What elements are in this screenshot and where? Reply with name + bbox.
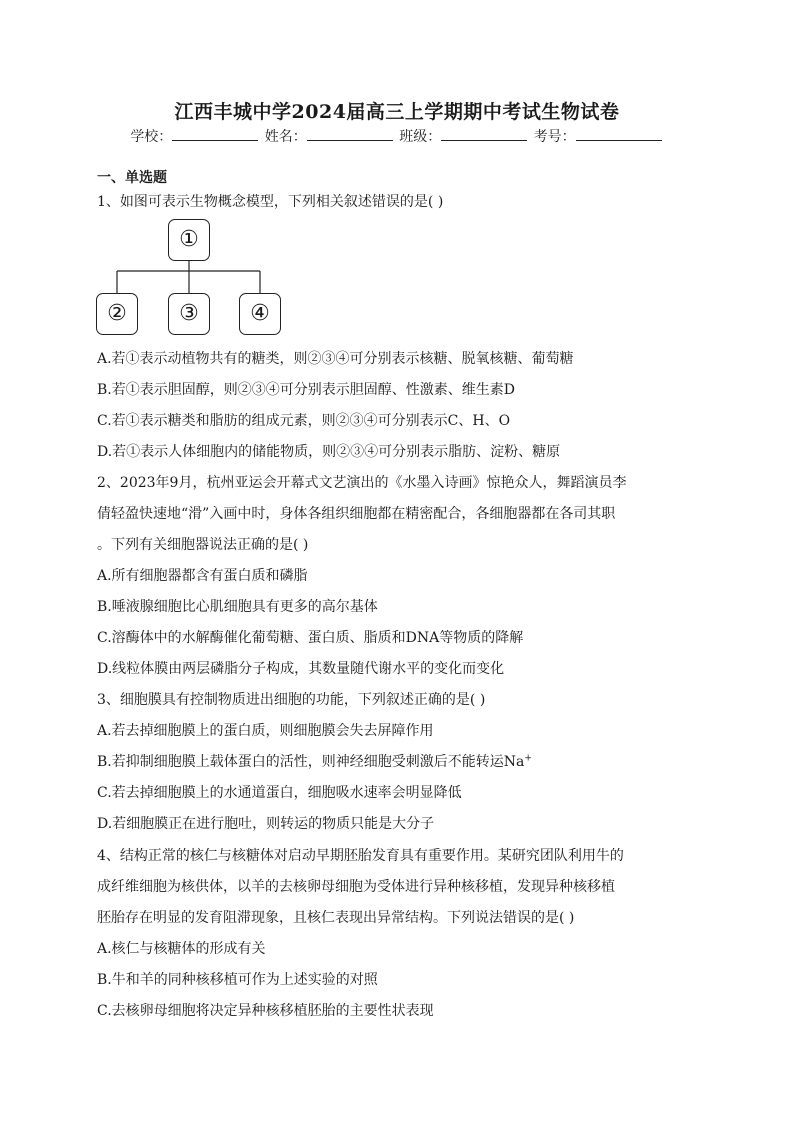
- school-blank[interactable]: [172, 126, 258, 141]
- q3-option-c[interactable]: C.若去掉细胞膜上的水通道蛋白，细胞吸水速率会明显降低: [97, 785, 462, 801]
- q3-stem: 3、细胞膜具有控制物质进出细胞的功能，下列叙述正确的是( ): [97, 692, 486, 708]
- q1-option-c[interactable]: C.若①表示糖类和脂肪的组成元素，则②③④可分别表示C、H、O: [97, 413, 511, 429]
- q1-option-a[interactable]: A.若①表示动植物共有的糖类，则②③④可分别表示核糖、脱氧核糖、葡萄糖: [97, 351, 574, 367]
- q4-stem-line-1: 4、结构正常的核仁与核糖体对启动早期胚胎发育具有重要作用。某研究团队利用牛的: [97, 848, 624, 864]
- q2-option-c[interactable]: C.溶酶体中的水解酶催化葡萄糖、蛋白质、脂质和DNA等物质的降解: [97, 630, 524, 646]
- name-label: 姓名：: [264, 129, 307, 145]
- q4-option-b[interactable]: B.牛和羊的同种核移植可作为上述实验的对照: [97, 972, 378, 988]
- class-label: 班级：: [399, 129, 442, 145]
- concept-diagram: [92, 215, 292, 340]
- q2-option-a[interactable]: A.所有细胞器都含有蛋白质和磷脂: [97, 568, 308, 584]
- exam-number-blank[interactable]: [576, 126, 662, 141]
- q3-option-b[interactable]: [97, 751, 532, 771]
- q2-stem-line-3: 。下列有关细胞器说法正确的是( ): [97, 537, 309, 553]
- name-blank[interactable]: [307, 126, 393, 141]
- q2-stem-line-1: 2、2023年9月，杭州亚运会开幕式文艺演出的《水墨入诗画》惊艳众人，舞蹈演员李: [97, 475, 627, 491]
- q3-option-d[interactable]: D.若细胞膜正在进行胞吐，则转运的物质只能是大分子: [97, 816, 435, 832]
- diagram-box-3: ③: [168, 293, 210, 335]
- q1-stem: 1、如图可表示生物概念模型，下列相关叙述错误的是( ): [97, 194, 444, 210]
- diagram-box-4: ④: [239, 293, 281, 335]
- q1-option-b[interactable]: B.若①表示胆固醇，则②③④可分别表示胆固醇、性激素、维生素D: [97, 382, 515, 398]
- q3-option-a[interactable]: A.若去掉细胞膜上的蛋白质，则细胞膜会失去屏障作用: [97, 723, 434, 739]
- q3-option-b-text: B.若抑制细胞膜上载体蛋白的活性，则神经细胞受刺激后不能转运Na: [97, 754, 525, 770]
- diagram-box-2: ②: [96, 293, 138, 335]
- sodium-charge-superscript: +: [524, 753, 532, 764]
- exam-title: 江西丰城中学2024届高三上学期期中考试生物试卷: [174, 101, 620, 123]
- exam-number-label: 考号：: [533, 129, 576, 145]
- diagram-box-1: ①: [168, 219, 210, 261]
- q4-stem-line-3: 胚胎存在明显的发育阻滞现象，且核仁表现出异常结构。下列说法错误的是( ): [97, 910, 575, 926]
- q2-stem-line-2: 倩轻盈快速地“滑”入画中时，身体各组织细胞都在精密配合，各细胞器都在各司其职: [97, 506, 616, 522]
- class-blank[interactable]: [441, 126, 527, 141]
- q4-stem-line-2: 成纤维细胞为核供体，以羊的去核卵母细胞为受体进行异种核移植，发现异种核移植: [97, 879, 615, 895]
- q2-option-d[interactable]: D.线粒体膜由两层磷脂分子构成，其数量随代谢水平的变化而变化: [97, 661, 505, 677]
- section-heading: 一、单选题: [97, 170, 167, 186]
- q4-option-c[interactable]: C.去核卵母细胞将决定异种核移植胚胎的主要性状表现: [97, 1003, 434, 1019]
- q4-option-a[interactable]: A.核仁与核糖体的形成有关: [97, 941, 266, 957]
- q2-option-b[interactable]: B.唾液腺细胞比心肌细胞具有更多的高尔基体: [97, 599, 378, 615]
- q1-option-d[interactable]: D.若①表示人体细胞内的储能物质，则②③④可分别表示脂肪、淀粉、糖原: [97, 444, 561, 460]
- school-label: 学校：: [130, 129, 173, 145]
- student-info-line: [0, 126, 794, 146]
